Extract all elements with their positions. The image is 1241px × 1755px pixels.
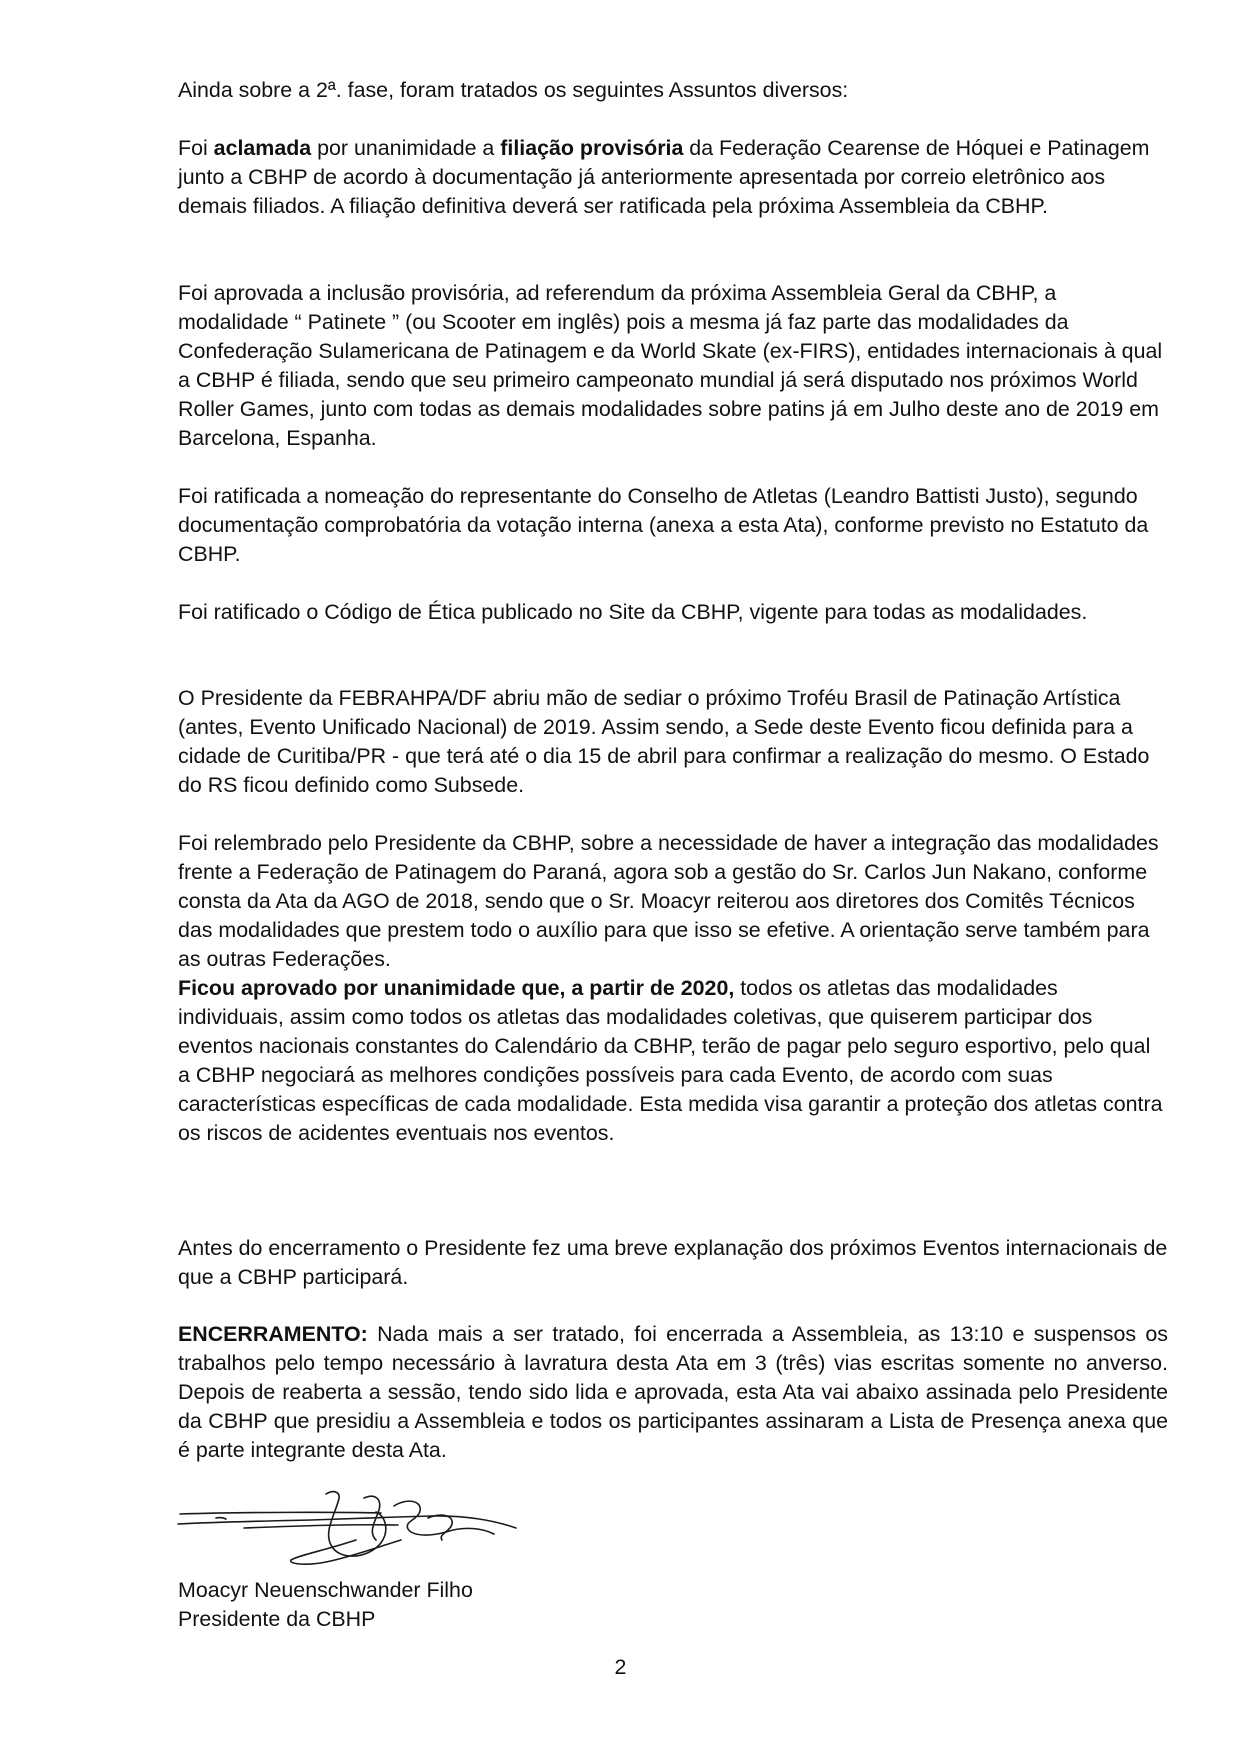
p7-bold: Ficou aprovado por unanimidade que, a partir de 2020, — [178, 976, 735, 1000]
p7-text: todos os atletas das modalidades individuais, assim como todos os atletas das modalidades coletivas, que quiserem participar dos eventos nacionais constantes do Calendário da CBHP, terão de pagar pelo seguro esportivo, pelo qual a CBHP negociará as melhores condições possíveis para cada Evento, de acordo com suas características específicas de cada modalidade. Esta medida visa garantir a proteção dos atletas contra os riscos de acidentes eventuais nos eventos. — [178, 976, 1163, 1145]
paragraph-integracao: Foi relembrado pelo Presidente da CBHP, sobre a necessidade de haver a integração das modalidades frente a Federação de Patinagem do Paraná, agora sob a gestão do Sr. Carlos Jun Nakano, conforme consta da Ata da AGO de 2018, sendo que o Sr. Moacyr reiterou aos diretores dos Comitês Técnicos das modalidades que prestem todo o auxílio para que isso se efetive. A orientação serve também para as outras Federações. — [178, 831, 1159, 971]
paragraph-conselho-atletas: Foi ratificada a nomeação do representante do Conselho de Atletas (Leandro Battisti Justo), segundo documentação comprobatória da votação interna (anexa a esta Ata), conforme previsto no Estatuto da CBHP. — [178, 484, 1149, 566]
p1-text-3: da Federação Cearense de Hóquei e Patinagem junto a CBHP de acordo à documentação já anteriormente apresentada por correio eletrônico aos demais filiados. A filiação definitiva deverá ser ratificada pela próxima Assembleia da CBHP. — [178, 136, 1150, 218]
paragraph-encerramento — [178, 1320, 1168, 1465]
paragraph-filiacao — [178, 134, 1168, 221]
handwritten-signature — [176, 1488, 536, 1576]
intro-line: Ainda sobre a 2ª. fase, foram tratados os seguintes Assuntos diversos: — [178, 78, 849, 102]
p1-text-2: por unanimidade a — [311, 136, 501, 160]
p1-bold-filiacao: filiação provisória — [500, 136, 684, 160]
closing-bold: ENCERRAMENTO: — [178, 1322, 368, 1346]
p1-text-1: Foi — [178, 136, 214, 160]
page-number: 2 — [614, 1655, 627, 1679]
paragraph-trofeu-brasil: O Presidente da FEBRAHPA/DF abriu mão de sediar o próximo Troféu Brasil de Patinação Artística (antes, Evento Unificado Nacional) de 2019. Assim sendo, a Sede deste Evento ficou definida para a cidade de Curitiba/PR - que terá até o dia 15 de abril para confirmar a realização do mesmo. O Estado do RS ficou definido como Subsede. — [178, 686, 1150, 797]
closing-text: Nada mais a ser tratado, foi encerrada a Assembleia, as 13:10 e suspensos os trabalhos pelo tempo necessário à lavratura desta Ata em 3 (três) vias escritas somente no anverso. Depois de reaberta a sessão, tendo sido lida e aprovada, esta Ata vai abaixo assinada pelo Presidente da CBHP que presidiu a Assembleia e todos os participantes assinaram a Lista de Presença anexa que é parte integrante desta Ata. — [178, 1322, 1168, 1462]
paragraph-eventos: Antes do encerramento o Presidente fez uma breve explanação dos próximos Eventos internacionais de que a CBHP participará. — [178, 1236, 1168, 1289]
signatory-title: Presidente da CBHP — [178, 1607, 376, 1631]
p1-bold-aclamada: aclamada — [213, 136, 312, 160]
paragraph-patinete: Foi aprovada a inclusão provisória, ad referendum da próxima Assembleia Geral da CBHP, a modalidade “ Patinete ” (ou Scooter em inglês) pois a mesma já faz parte das modalidades da Confederação Sulamericana de Patinagem e da World Skate (ex-FIRS), entidades internacionais à qual a CBHP é filiada, sendo que seu primeiro campeonato mundial já será disputado nos próximos World Roller Games, junto com todas as demais modalidades sobre patins já em Julho deste ano de 2019 em Barcelona, Espanha. — [178, 281, 1163, 450]
signatory-name: Moacyr Neuenschwander Filho — [178, 1578, 473, 1602]
paragraph-seguro — [178, 974, 1168, 1148]
paragraph-codigo-etica: Foi ratificado o Código de Ética publicado no Site da CBHP, vigente para todas as modalidades. — [178, 600, 1088, 624]
